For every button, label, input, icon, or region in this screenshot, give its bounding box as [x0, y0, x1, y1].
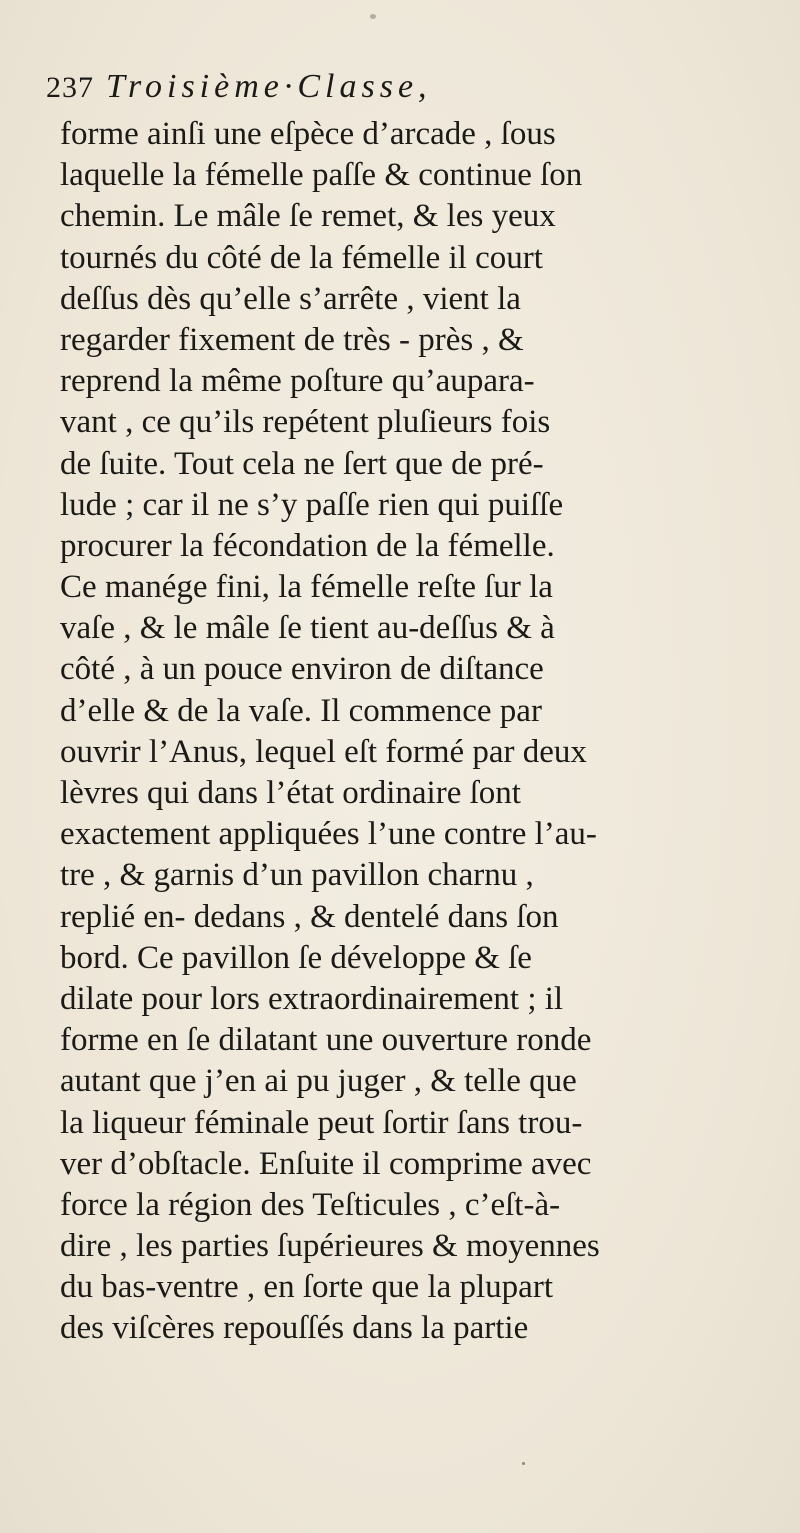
- page-number: 237: [46, 71, 94, 104]
- text-line: bord. Ce pavillon ſe développe & ſe: [60, 939, 532, 976]
- text-line: forme ainſi une eſpèce d’arcade , ſous: [60, 116, 556, 152]
- text-line: la liqueur féminale peut ſortir ſans trou-: [60, 1104, 583, 1141]
- text-line: deſſus dès qu’elle s’arrête , vient la: [60, 280, 521, 317]
- text-line: laquelle la fémelle paſſe & continue ſon: [60, 157, 583, 194]
- text-line: vaſe , & le mâle ſe tient au-deſſus & à: [60, 610, 555, 647]
- text-line: chemin. Le mâle ſe remet, & les yeux: [60, 198, 556, 235]
- text-line: lèvres qui dans l’état ordinaire ſont: [60, 775, 521, 811]
- body-text: [60, 114, 800, 1350]
- text-line: ouvrir l’Anus, lequel eſt formé par deux: [60, 733, 587, 770]
- text-line: d’elle & de la vaſe. Il commence par: [60, 692, 542, 729]
- page-header: [46, 68, 766, 112]
- text-line: du bas-ventre , en ſorte que la plupart: [60, 1269, 553, 1306]
- text-line: force la région des Teſticules , c’eſt-à-: [60, 1186, 561, 1223]
- ink-speck: [370, 14, 376, 19]
- text-line: reprend la même poſture qu’aupara-: [60, 363, 535, 400]
- text-line: lude ; car il ne s’y paſſe rien qui puiſſe: [60, 486, 564, 523]
- text-line: exactement appliquées l’une contre l’au-: [60, 816, 597, 853]
- text-line: ver d’obſtacle. Enſuite il comprime avec: [60, 1145, 592, 1182]
- text-line: replié en- dedans , & dentelé dans ſon: [60, 898, 559, 935]
- text-line: des viſcères repouſſés dans la partie: [60, 1310, 529, 1347]
- text-line: tournés du côté de la fémelle il court: [60, 239, 543, 276]
- text-line: regarder fixement de très - près , &: [60, 321, 524, 358]
- text-line: dire , les parties ſupérieures & moyennes: [60, 1228, 600, 1265]
- text-line: autant que j’en ai pu juger , & telle que: [60, 1063, 577, 1100]
- text-line: forme en ſe dilatant une ouverture ronde: [60, 1022, 592, 1059]
- text-line: procurer la fécondation de la fémelle.: [60, 527, 555, 564]
- text-line: tre , & garnis d’un pavillon charnu ,: [60, 857, 534, 894]
- ink-speck: [522, 1462, 525, 1465]
- text-line: côté , à un pouce environ de diſtance: [60, 651, 544, 688]
- text-line: vant , ce qu’ils repétent pluſieurs fois: [60, 404, 551, 441]
- text-line: Ce manége fini, la fémelle reſte ſur la: [60, 569, 553, 606]
- text-line: de ſuite. Tout cela ne ſert que de pré-: [60, 445, 544, 482]
- running-head: Troisième·Classe,: [106, 68, 432, 105]
- text-line: dilate pour lors extraordinairement ; il: [60, 980, 564, 1017]
